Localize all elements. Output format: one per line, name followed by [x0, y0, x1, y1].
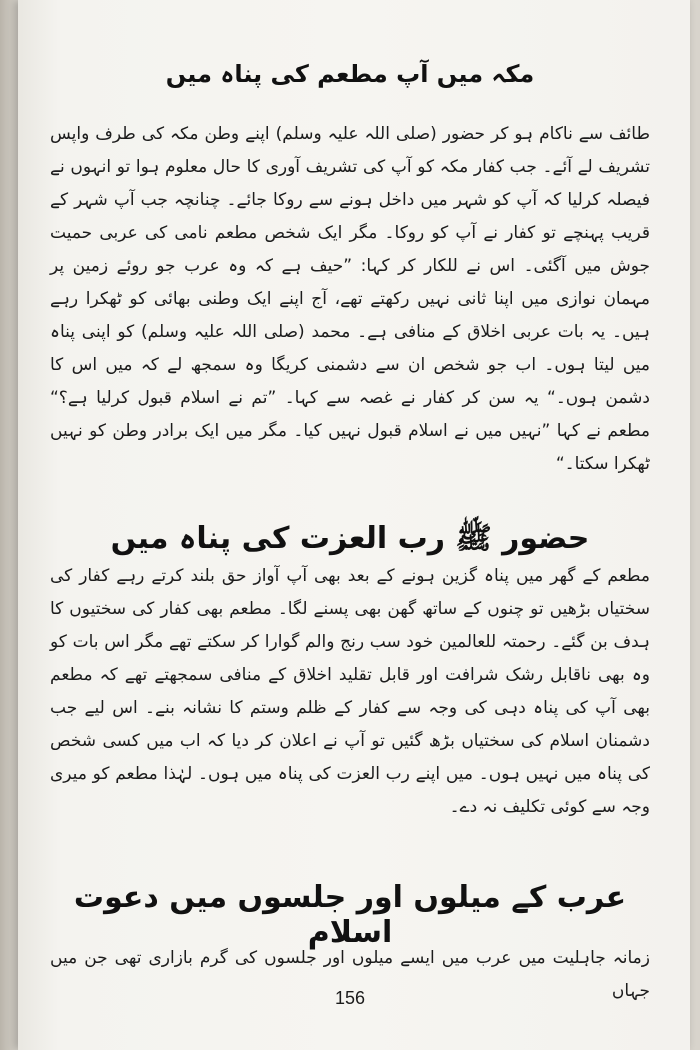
page-number: 156: [334, 988, 366, 1008]
paragraph-mecca-refuge: طائف سے ناکام ہو کر حضور (صلی اللہ علیہ وسلم) اپنے وطن مکہ کی طرف واپس تشریف لے آئے۔ جب کفار مکہ کو آپ کی تشریف آوری کا حال معلوم ہوا تو انہوں نے فیصلہ کرلیا کہ آپ کو شہر میں داخل ہونے سے روکا جائے۔ چنانچہ جب آپ شہر کے قریب پہنچے تو کفار نے آپ کو روکا۔ مگر ایک شخص مطعم نامی کی عربی حمیت جوش میں آگئی۔ اس نے للکار کر کہا: ”حیف ہے کہ وہ عرب جو روئے زمین پر مہمان نوازی میں اپنا ثانی نہیں رکھتے تھے، آج اپنے ایک وطنی بھائی کو ٹھکرا رہے ہیں۔ یہ بات عربی اخلاق کے منافی ہے۔ محمد (صلی اللہ علیہ وسلم) کو اپنی پناہ میں لیتا ہوں۔ اب جو شخص ان سے دشمنی کریگا وہ سمجھ لے کہ میں اس کا دشمن ہوں۔“ یہ سن کر کفار نے غصہ سے کہا۔ ”تم نے اسلام قبول کرلیا ہے؟“ مطعم نے کہا ”نہیں میں نے اسلام قبول نہیں کیا۔ مگر میں ایک برادر وطن کو نہیں ٹھکرا سکتا۔“: [50, 124, 650, 474]
section-heading-arab-fairs: عرب کے میلوں اور جلسوں میں دعوت اسلام: [73, 880, 627, 950]
paragraph-arab-fairs: زمانہ جاہلیت میں عرب میں ایسے میلوں اور جلسوں کی گرم بازاری تھی جن میں جہاں: [50, 948, 650, 1001]
section-heading-mecca-refuge: مکہ میں آپ مطعم کی پناہ میں: [165, 60, 535, 88]
book-spine-shadow: [0, 0, 18, 1050]
paragraph-lord-refuge: مطعم کے گھر میں پناہ گزین ہونے کے بعد بھی آپ آواز حق بلند کرتے رہے کفار کی سختیاں بڑھیں تو چنوں کے ساتھ گھن بھی پسنے لگا۔ مطعم بھی کفار کی سختیوں کا ہدف بن گئے۔ رحمتہ للعالمین خود سب رنج والم گوارا کر سکتے تھے مگر اس بات کو وہ بھی ناقابل رشک شرافت اور قابل تقلید اخلاق کے منافی سمجھتے تھے کہ مطعم بھی آپ کی پناہ دہی کی وجہ سے کفار کے ظلم وستم کا نشانہ بنے۔ اس لیے جب دشمنان اسلام کی سختیاں بڑھ گئیں تو آپ نے اعلان کر دیا کہ اب میں کسی شخص کی پناہ میں نہیں ہوں۔ میں اپنے رب العزت کی پناہ میں ہوں۔ لہٰذا مطعم کو میری وجہ سے کوئی تکلیف نہ دے۔: [50, 566, 650, 817]
section-heading-lord-refuge: حضور ﷺ رب العزت کی پناہ میں: [110, 521, 590, 556]
